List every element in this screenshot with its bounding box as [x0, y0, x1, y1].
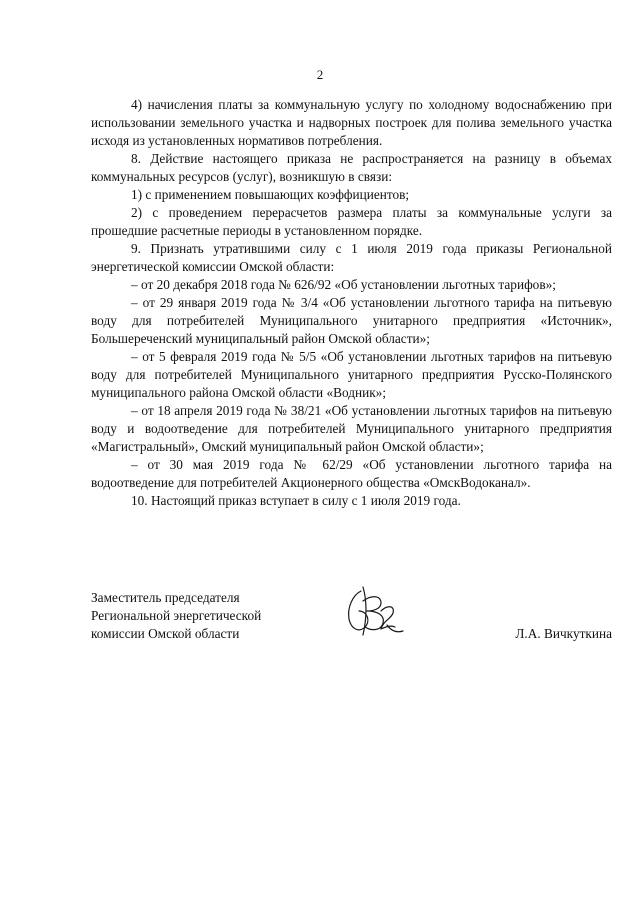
list-item-order-38-21: – от 18 апреля 2019 года № 38/21 «Об установлении льготных тарифов на питьевую воду и водоотведение для потребителей Муниципального унитарного предприятия «Магистральный», Омский муниципальный район Омской области»; — [91, 403, 612, 454]
list-item-order-3-4: – от 29 января 2019 года № 3/4 «Об установлении льготного тарифа на питьевую воду для потребителей Муниципального унитарного предприятия «Источник», Большереченский муниципальный район Омской области»; — [91, 295, 612, 346]
handwritten-signature — [337, 581, 413, 643]
signatory-name: Л.А. Вичкуткина — [515, 626, 612, 641]
signatory-title-line: комиссии Омской области — [91, 626, 240, 641]
paragraph-clause-9: 9. Признать утратившими силу с 1 июля 2019 года приказы Региональной энергетической комиссии Омской области: — [91, 241, 612, 274]
paragraph-clause-10: 10. Настоящий приказ вступает в силу с 1 июля 2019 года. — [131, 493, 461, 508]
list-item-order-62-29: – от 30 мая 2019 года № 62/29 «Об установлении льготного тарифа на водоотведение для потребителей Акционерного общества «ОмскВодоканал». — [91, 457, 612, 490]
paragraph-subitem-2: 2) с проведением перерасчетов размера платы за коммунальные услуги за прошедшие расчетные периоды в установленном порядке. — [91, 205, 612, 238]
signature-block — [91, 589, 612, 649]
list-item-order-626-92: – от 20 декабря 2018 года № 626/92 «Об установлении льготных тарифов»; — [131, 277, 556, 292]
list-item-order-5-5: – от 5 февраля 2019 года № 5/5 «Об установлении льготных тарифов на питьевую воду для потребителей Муниципального унитарного предприятия Русско-Полянского муниципального района Омской области «Водник»; — [91, 349, 612, 400]
signatory-title-line: Региональной энергетической — [91, 608, 262, 623]
signatory-title-line: Заместитель председателя — [91, 590, 240, 605]
document-body — [91, 96, 612, 510]
signatory-title — [91, 589, 261, 643]
page-number: 2 — [316, 67, 324, 82]
paragraph-subitem-1: 1) с применением повышающих коэффициентов; — [131, 187, 410, 202]
paragraph-clause-8: 8. Действие настоящего приказа не распространяется на разницу в объемах коммунальных ресурсов (услуг), возникшую в связи: — [91, 151, 612, 184]
paragraph-item-4: 4) начисления платы за коммунальную услугу по холодному водоснабжению при использовании земельного участка и надворных построек для полива земельного участка исходя из установленных нормативов потребления. — [91, 97, 612, 148]
